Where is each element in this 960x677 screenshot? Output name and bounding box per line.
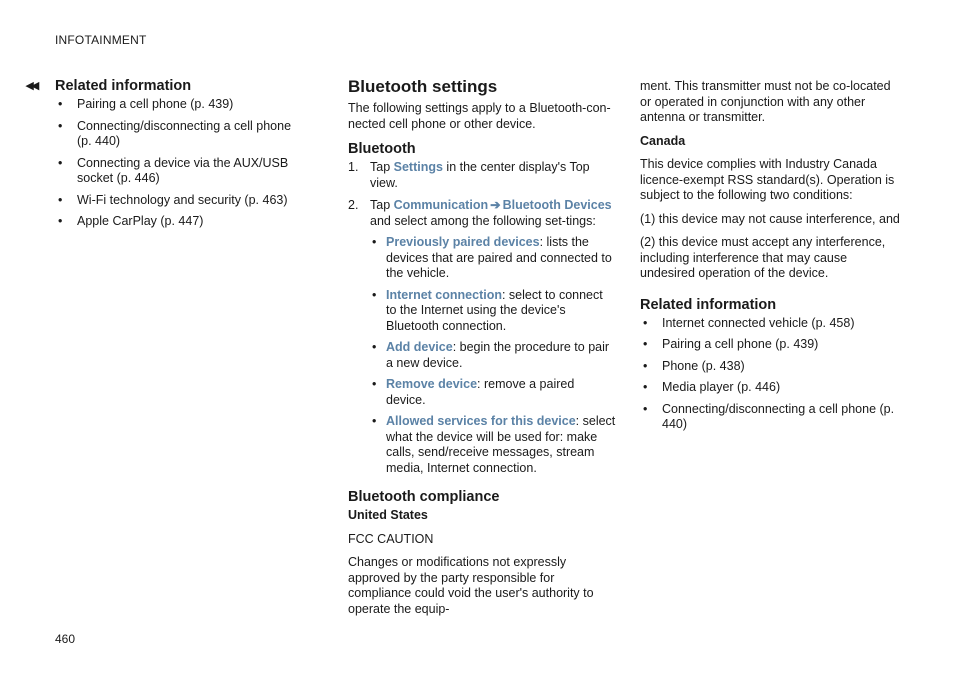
settings-link[interactable]: Settings [393, 160, 443, 174]
settings-options-list [370, 235, 616, 476]
arrow-right-icon: ➔ [490, 198, 501, 212]
fcc-caution-text: FCC CAUTION [348, 531, 434, 546]
list-item: • Add device: begin the procedure to pair a new device. [372, 340, 610, 370]
related-links-list [55, 97, 300, 230]
list-item[interactable]: • Wi-Fi technology and security (p. 463) [58, 192, 288, 207]
intro-paragraph: The following settings apply to a Bluetooth-con-nected cell phone or other device. [348, 101, 611, 131]
list-item[interactable]: • Connecting/disconnecting a cell phone (p. 440) [643, 401, 895, 431]
related-information-title: Related information [55, 78, 192, 94]
double-chevron-left-icon: ◂◂ [26, 77, 38, 94]
list-item[interactable]: • Pairing a cell phone (p. 439) [643, 337, 819, 351]
canada-heading: Canada [640, 133, 686, 148]
list-item: • Previously paired devices: lists the devices that are paired and connected to the vehicle. [372, 235, 612, 280]
changes-paragraph: Changes or modifications not expressly approved by the party responsible for compliance could void the user's authority to operate the equip- [348, 555, 594, 616]
option-label[interactable]: Allowed services for this device [386, 414, 576, 428]
compliance-heading: Bluetooth compliance [348, 489, 500, 505]
bluetooth-heading: Bluetooth [348, 141, 416, 157]
left-column [26, 77, 300, 236]
list-item[interactable]: • Phone (p. 438) [643, 358, 745, 373]
list-item[interactable]: • Connecting a device via the AUX/USB socket (p. 446) [58, 155, 289, 185]
condition-one: (1) this device may not cause interference, and [640, 211, 900, 226]
related-links-list [640, 316, 905, 433]
bluetooth-devices-link[interactable]: Bluetooth Devices [502, 198, 612, 212]
communication-link[interactable]: Communication [393, 198, 489, 212]
list-item[interactable]: • Connecting/disconnecting a cell phone (p. 440) [58, 118, 292, 148]
option-label[interactable]: Remove device [386, 377, 478, 391]
related-information-heading [26, 77, 300, 95]
option-label[interactable]: Previously paired devices [386, 235, 540, 249]
option-label[interactable]: Internet connection [386, 287, 502, 302]
step-item: 2. Tap Communication ➔ Bluetooth Devices and select among the following set-tings: • Previously paired devices: lists the devices that are paired and connected to the vehicle. • Internet connection: select to connect to the Internet using the device's Bluetooth connection. • Add device: begin the procedure to pair a new device. • Remove device: remove a paired device. • Allowed services for this device: select what the device will be used for: make calls, send/receive messages, stream media, Internet connection. [348, 198, 616, 475]
list-item: • Internet connection: select to connect to the Internet using the device's Bluetooth connection. [372, 287, 603, 333]
canada-paragraph: This device complies with Industry Canada licence-exempt RSS standard(s). Operation is subject to the following two conditions: [640, 157, 895, 202]
list-item: • Allowed services for this device: select what the device will be used for: make calls, send/receive messages, stream media, Internet connection. [372, 414, 616, 475]
list-item: • Remove device: remove a paired device. [372, 377, 575, 407]
running-header: INFOTAINMENT [55, 33, 147, 47]
list-item[interactable]: • Internet connected vehicle (p. 458) [643, 315, 855, 330]
united-states-heading: United States [348, 508, 428, 522]
related-information-heading: Related information [640, 296, 777, 313]
step-item: 1. Tap Settings in the center display's Top view. [348, 160, 590, 190]
page-title: Bluetooth settings [348, 77, 498, 96]
list-item[interactable]: • Pairing a cell phone (p. 439) [58, 97, 234, 111]
list-item[interactable]: • Apple CarPlay (p. 447) [58, 214, 204, 228]
steps-list [348, 160, 616, 476]
list-item[interactable]: • Media player (p. 446) [643, 380, 781, 394]
middle-column [348, 77, 616, 625]
option-label[interactable]: Add device [386, 340, 453, 354]
continued-paragraph: ment. This transmitter must not be co-located or operated in conjunction with any other antenna or transmitter. [640, 79, 891, 124]
condition-two: (2) this device must accept any interference, including interference that may cause undesired operation of the device. [640, 235, 886, 280]
right-column [640, 79, 905, 439]
page-number: 460 [55, 632, 76, 646]
